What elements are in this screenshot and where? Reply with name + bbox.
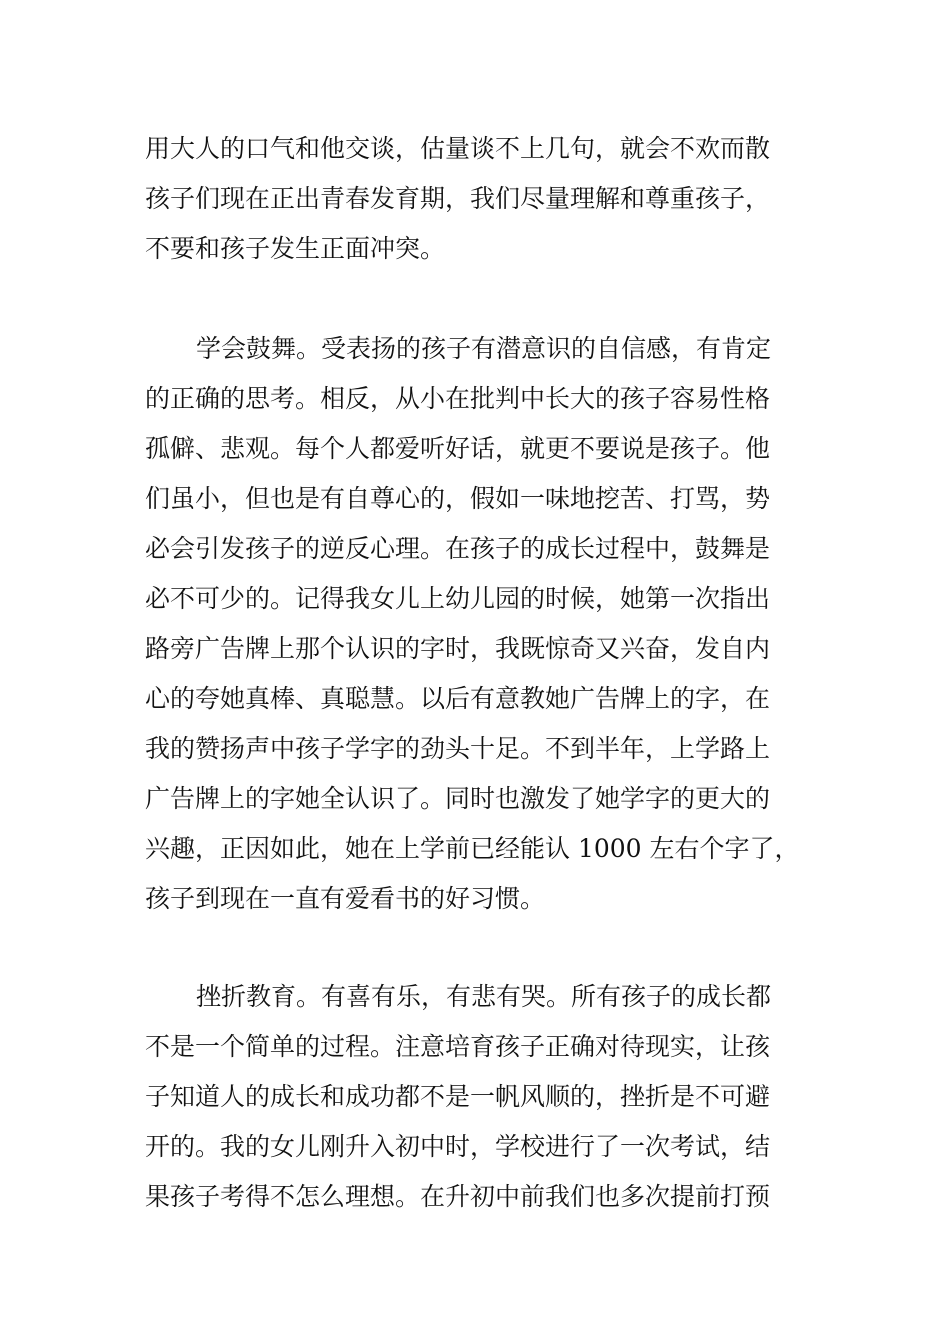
text-line: 必不可少的。记得我女儿上幼儿园的时候，她第一次指出 (145, 584, 771, 613)
text-line: 的正确的思考。相反，从小在批判中长大的孩子容易性格 (145, 384, 771, 413)
text-line: 用大人的口气和他交谈，估量谈不上几句，就会不欢而散 (145, 134, 771, 163)
text-line: 心的夸她真棒、真聪慧。以后有意教她广告牌上的字，在 (145, 684, 771, 713)
text-line: 孩子到现在一直有爱看书的好习惯。 (145, 884, 546, 913)
text-line: 挫折教育。有喜有乐，有悲有哭。所有孩子的成长都 (196, 982, 772, 1011)
text-line: 不要和孩子发生正面冲突。 (145, 234, 446, 263)
text-line: 不是一个简单的过程。注意培育孩子正确对待现实，让孩 (145, 1032, 771, 1061)
text-line: 们虽小，但也是有自尊心的，假如一味地挖苦、打骂，势 (145, 484, 771, 513)
text-line: 广告牌上的字她全认识了。同时也激发了她学字的更大的 (145, 784, 771, 813)
text-line: 路旁广告牌上那个认识的字时，我既惊奇又兴奋，发自内 (145, 634, 771, 663)
text-line: 子知道人的成长和成功都不是一帆风顺的，挫折是不可避 (145, 1082, 771, 1111)
text-line: 必会引发孩子的逆反心理。在孩子的成长过程中，鼓舞是 (145, 534, 771, 563)
text-line: 孩子们现在正出青春发育期，我们尽量理解和尊重孩子， (145, 184, 771, 213)
text-line: 学会鼓舞。受表扬的孩子有潜意识的自信感，有肯定 (196, 334, 772, 363)
text-line: 孤僻、悲观。每个人都爱听好话，就更不要说是孩子。他 (145, 434, 771, 463)
text-line: 开的。我的女儿刚升入初中时，学校进行了一次考试，结 (145, 1132, 771, 1161)
text-line: 兴趣，正因如此，她在上学前已经能认 1000 左右个字了， (145, 834, 800, 863)
text-line: 果孩子考得不怎么理想。在升初中前我们也多次提前打预 (145, 1182, 771, 1211)
text-line: 我的赞扬声中孩子学字的劲头十足。不到半年，上学路上 (145, 734, 771, 763)
